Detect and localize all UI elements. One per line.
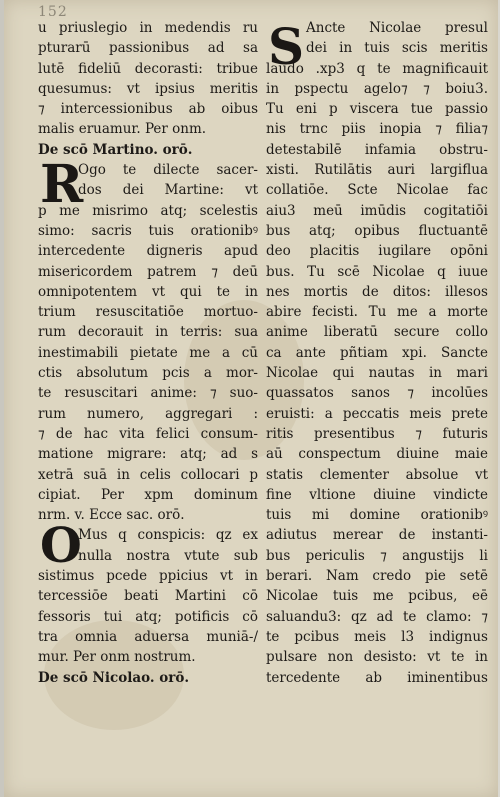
text-line: Mus q conspicis: qz ex bbox=[78, 527, 258, 544]
text-line: aiu3 meū imūdis cogitatiōi bbox=[266, 202, 488, 219]
text-line: ⁊ de hac vita felici consum- bbox=[38, 425, 258, 442]
text-line: detestabilē infamia obstru- bbox=[266, 141, 488, 158]
text-line: aū conspectum diuine maie bbox=[266, 446, 488, 463]
text-line: bus atq; opibus fluctuantē bbox=[266, 222, 488, 239]
text-line: ritis presentibus ⁊ futuris bbox=[266, 425, 488, 442]
text-line: tra omnia aduersa muniā-/ bbox=[38, 628, 258, 645]
text-line: Nicolae qui nautas in mari bbox=[266, 365, 488, 382]
section-heading: De scō Nicolao. orō. bbox=[38, 669, 190, 686]
text-line: rum numero, aggregari : bbox=[38, 405, 258, 422]
text-line: abire fecisti. Tu me a morte bbox=[266, 304, 488, 321]
text-line: statis clementer absolue vt bbox=[266, 466, 488, 483]
text-line: simo: sacris tuis orationibꝰ bbox=[38, 222, 258, 239]
text-line: intercedente digneris apud bbox=[38, 243, 258, 260]
text-line: in pspectu agelo⁊ ⁊ boiu3. bbox=[266, 80, 488, 97]
text-line: adiutus merear de instanti- bbox=[266, 527, 488, 544]
text-line: cipiat. Per xpm dominum bbox=[38, 486, 258, 503]
text-line: p me misrimo atq; scelestis bbox=[38, 202, 258, 219]
text-line: tercessiōe beati Martini cō bbox=[38, 588, 258, 605]
text-line: bus. Tu scē Nicolae q iuue bbox=[266, 263, 488, 280]
text-line: laudo .xp3 q te magnificauit bbox=[266, 60, 488, 77]
text-line: nrm. v. Ecce sac. orō. bbox=[38, 507, 185, 524]
section-heading: De scō Martino. orō. bbox=[38, 141, 193, 158]
text-line: misericordem patrem ⁊ deū bbox=[38, 263, 258, 280]
text-line: Tu eni p viscera tue passio bbox=[266, 101, 488, 118]
left-column bbox=[38, 18, 258, 688]
text-line: saluandu3: qz ad te clamo: ⁊ bbox=[266, 608, 488, 625]
text-line: quassatos sanos ⁊ incolūes bbox=[266, 385, 488, 402]
text-line: fine vltione diuine vindicte bbox=[266, 486, 488, 503]
text-line: inestimabili pietate me a cū bbox=[38, 344, 258, 361]
text-line: nis trnc piis inopia ⁊ filia⁊ bbox=[266, 121, 488, 138]
text-line: sistimus pcede ppicius vt in bbox=[38, 568, 258, 585]
text-line: collatiōe. Scte Nicolae fac bbox=[266, 182, 488, 199]
text-line: matione migrare: atq; ad s bbox=[38, 446, 258, 463]
text-line: xetrā suā in celis collocari p bbox=[38, 466, 258, 483]
text-line: u priuslegio in medendis ru bbox=[38, 20, 258, 36]
text-line: pulsare non desisto: vt te in bbox=[266, 649, 488, 666]
text-line: Ogo te dilecte sacer- bbox=[78, 162, 258, 179]
text-line: tuis mi domine orationibꝰ bbox=[266, 507, 488, 524]
text-line: mur. Per onm nostrum. bbox=[38, 649, 196, 666]
text-line: berari. Nam credo pie setē bbox=[266, 568, 488, 585]
text-line: tercedente ab iminentibus bbox=[266, 669, 488, 686]
text-line: pturarū passionibus ad sa bbox=[38, 40, 258, 57]
text-line: omnipotentem vt qui te in bbox=[38, 283, 258, 300]
text-line: lutē fideliū decorasti: tribue bbox=[38, 60, 258, 77]
text-line: te resuscitari anime: ⁊ suo- bbox=[38, 385, 258, 402]
text-line: fessoris tui atq; potificis cō bbox=[38, 608, 258, 625]
folio-number: 152 bbox=[38, 4, 68, 20]
text-line: Ancte Nicolae presul bbox=[306, 20, 488, 36]
text-line: quesumus: vt ipsius meritis bbox=[38, 80, 258, 97]
text-line: malis eruamur. Per onm. bbox=[38, 121, 207, 138]
drop-initial-r: R bbox=[40, 154, 84, 215]
text-line: anime liberatū secure collo bbox=[266, 324, 488, 341]
text-line: ctis absolutum pcis a mor- bbox=[38, 365, 258, 382]
text-line: dei in tuis scis meritis bbox=[306, 40, 488, 57]
text-line: bus periculis ⁊ angustijs li bbox=[266, 547, 488, 564]
text-line: nulla nostra vtute sub bbox=[78, 547, 258, 564]
text-line: nes mortis de ditos: illesos bbox=[266, 283, 488, 300]
text-line: trium resuscitatiōe mortuo- bbox=[38, 304, 258, 321]
drop-initial-o: O bbox=[40, 518, 82, 574]
right-column bbox=[266, 18, 488, 688]
text-line: xisti. Rutilātis auri largiflua bbox=[266, 162, 488, 179]
text-line: Nicolae tuis me pcibus, eē bbox=[266, 588, 488, 605]
text-line: deo placitis iugilare opōni bbox=[266, 243, 488, 260]
text-line: te pcibus meis l3 indignus bbox=[266, 628, 488, 645]
text-line: dos dei Martine: vt bbox=[78, 182, 258, 199]
drop-initial-s: S bbox=[268, 17, 305, 76]
text-line: ⁊ intercessionibus ab oibus bbox=[38, 101, 258, 118]
text-line: rum decorauit in terris: sua bbox=[38, 324, 258, 341]
text-line: eruisti: a peccatis meis prete bbox=[266, 405, 488, 422]
text-line: ca ante pñtiam xpi. Sancte bbox=[266, 344, 488, 361]
